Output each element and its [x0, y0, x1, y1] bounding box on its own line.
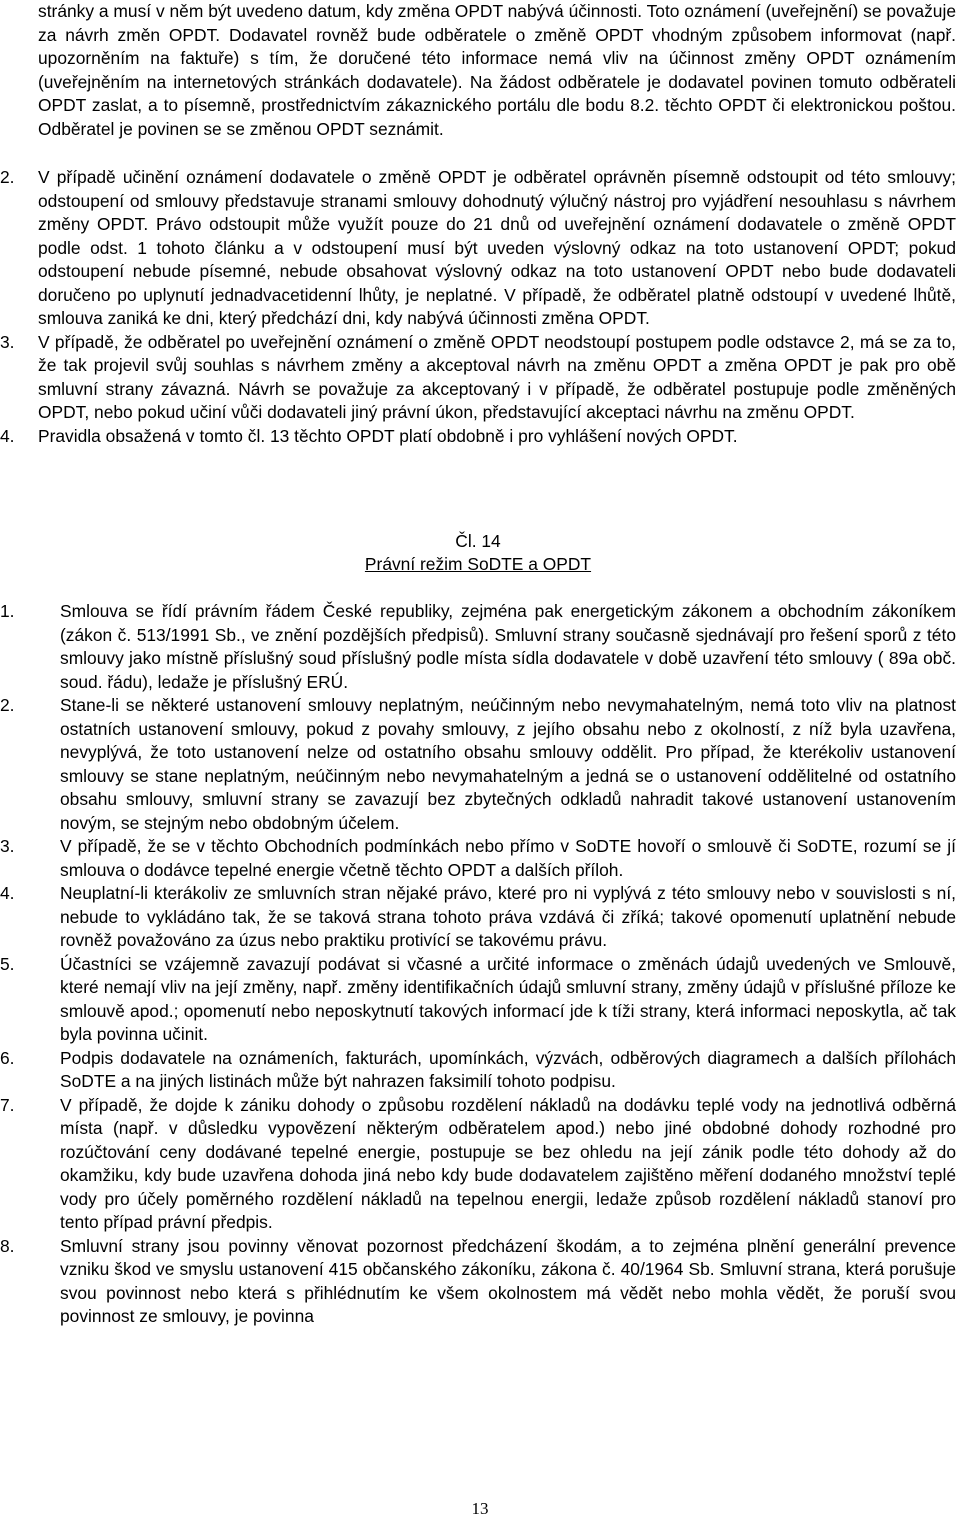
- item-text: Stane-li se některé ustanovení smlouvy neplatným, neúčinným nebo nevymahatelným, nemá toto vliv na platnost ostatních ustanovení smlouvy, pokud z povahy smlouvy, z jejího obsahu nebo z okolností, z níž byla uzavřena, nevyplývá, že toto ustanovení nelze od ostatního obsahu smlouvy oddělit. Pro případ, že kterékoliv ustanovení smlouvy se stane neplatným, neúčinným nebo nevymahatelným a jedná se o ustanovení oddělitelné od ostatního obsahu smlouvy, smluvní strany se zavazují bez zbytečných odkladů nahradit takové ustanovení ustanovením novým, se stejným nebo obdobným účelem.: [60, 695, 956, 833]
- item-number: 4.: [0, 425, 15, 446]
- continuation-paragraph: stránky a musí v něm být uvedeno datum, kdy změna OPDT nabývá účinnosti. Toto oznámení (uveřejnění) se považuje za návrh změn OPDT. Dodavatel rovněž bude odběratele o změně OPDT vhodným způsobem informovat (např. upozorněním na faktuře) s tím, že doručené této informace nemá vliv na účinnost změny OPDT oznámením (uveřejněním na internetových stránkách dodavatele). Na žádost odběratele je dodavatel povinen tomuto odběrateli OPDT zaslat, a to písemně, prostřednictvím zákaznického portálu dle bodu 8.2. těchto OPDT či elektronickou poštou. Odběratel je povinen se se změnou OPDT seznámit.: [38, 1, 956, 139]
- item-text: Podpis dodavatele na oznámeních, fakturách, upomínkách, výzvách, odběrových diagramech a dalších přílohách SoDTE a na jiných listinách může být nahrazen faksimilí tohoto podpisu.: [60, 1047, 956, 1091]
- item-number: 6.: [0, 1047, 15, 1068]
- item-text: Smlouva se řídí právním řádem České republiky, zejména pak energetickým zákonem a obchodním zákoníkem (zákon č. 513/1991 Sb., ve znění pozdějších předpisů). Smluvní strany současně sjednávají pro řešení sporů z této smlouvy jako místně příslušný soud příslušný podle místa sídla dodavatele v době uzavření této smlouvy ( 89a obč. soud. řádu), ledaže je příslušný ERÚ.: [60, 601, 956, 692]
- item-text: V případě, že dojde k zániku dohody o způsobu rozdělení nákladů na dodávku teplé vody na jednotlivá odběrná místa (např. v důsledku vypovězení některým odběratelem apod.) nebo jiné obdobné dohody rozhodné pro rozúčtování ceny dodávané tepelné energie, postupuje se bez ohledu na její zánik podle této dohody až do okamžiku, kdy bude uzavřena dohoda jiná nebo kdy bude dodavatelem zajištěno měření dodaného množství teplé vody pro účely poměrného rozdělení nákladů na tepelnou energii, ledaže způsob rozdělení nákladů stanoví pro tento případ právní předpis.: [60, 1094, 956, 1232]
- item-text: Smluvní strany jsou povinny věnovat pozornost předcházení škodám, a to zejména plnění generální prevence vzniku škod ve smyslu ustanovení 415 občanského zákoníku, zákona č. 40/1964 Sb. Smluvní strana, která porušuje svou povinnost nebo která s přihlédnutím ke všem okolnostem má vědět nebo mohla vědět, že poruší svou povinnost ze smlouvy, je povinna: [60, 1235, 956, 1326]
- page-number: 13: [471, 1499, 489, 1518]
- list-item: [0, 835, 956, 882]
- item-text: Účastníci se vzájemně zavazují podávat si včasné a určité informace o změnách údajů uvedených ve Smlouvě, které nemají vliv na její změny, např. změny identifikačních údajů smluvní strany, změny údajů v příslušné příloze ke smlouvě apod.; opomenutí nebo neposkytnutí takových informací jde k tíži strany, která informaci neposkytla, ač tak byla povinna učinit.: [60, 953, 956, 1044]
- item-text: V případě učinění oznámení dodavatele o změně OPDT je odběratel oprávněn písemně odstoupit od této smlouvy; odstoupení od smlouvy představuje stranami smlouvy dohodnutý výlučný nástroj pro vyjádření nesouhlasu s návrhem změny OPDT. Právo odstoupit může využít pouze do 21 dnů od uveřejnění oznámení dodavatele o změně OPDT podle odst. 1 tohoto článku a v odstoupení musí být uveden výslovný odkaz na toto ustanovení OPDT; pokud odstoupení nebude písemné, nebude obsahovat výslovný odkaz na toto ustanovení OPDT nebo bude dodavateli doručeno po uplynutí jednadvacetidenní lhůty, je neplatné. V případě, že odběratel platně odstoupí v uvedené lhůtě, smlouva zaniká ke dni, který předchází dni, kdy nabývá účinnosti změna OPDT.: [38, 167, 956, 328]
- list-item: [0, 1094, 956, 1235]
- list-item: [0, 953, 956, 1047]
- item-text: V případě, že odběratel po uveřejnění oznámení o změně OPDT neodstoupí postupem podle odstavce 2, má se za to, že tak projevil svůj souhlas s návrhem změny a akceptoval návrh na změnu OPDT a změna OPDT je pak pro obě smluvní strany závazná. Návrh se považuje za akceptovaný i v případě, že odběratel postupuje podle změněných OPDT, nebo pokud učiní vůči dodavateli jiný právní úkon, představující akceptaci návrhu na změnu OPDT.: [38, 331, 956, 422]
- item-text: Neuplatní-li kterákoliv ze smluvních stran nějaké právo, které pro ni vyplývá z této smlouvy nebo v souvislosti s ní, nebude to vykládáno tak, že se taková strana tohoto práva vzdává či zříká; takové opomenutí uplatnění nebude rovněž považováno za úzus nebo praktiku protivící se takovému právu.: [60, 883, 956, 950]
- item-number: 2.: [0, 167, 15, 187]
- list-item: [0, 425, 956, 449]
- list-item: [0, 331, 956, 425]
- item-number: 2.: [0, 695, 15, 715]
- item-number: 5.: [0, 953, 15, 974]
- list-item: [0, 1047, 956, 1094]
- chapter-title: Právní režim SoDTE a OPDT: [364, 554, 592, 574]
- list-item: [0, 694, 956, 835]
- chapter-number: Čl. 14: [455, 531, 501, 551]
- item-number: 3.: [0, 331, 15, 352]
- item-text: V případě, že se v těchto Obchodních podmínkách nebo přímo v SoDTE hovoří o smlouvě či SoDTE, rozumí se jí smlouva o dodávce tepelné energie včetně těchto OPDT a dalších příloh.: [60, 836, 956, 880]
- list-item: [0, 166, 956, 331]
- item-number: 1.: [0, 601, 15, 621]
- item-text: Pravidla obsažená v tomto čl. 13 těchto OPDT platí obdobně i pro vyhlášení nových OPDT.: [38, 425, 738, 446]
- article-13-list: [0, 166, 956, 448]
- list-item: [0, 1235, 956, 1329]
- list-item: [0, 600, 956, 694]
- item-number: 7.: [0, 1094, 15, 1115]
- article-14-list: [0, 600, 956, 1329]
- list-item: [0, 882, 956, 953]
- item-number: 3.: [0, 836, 15, 856]
- item-number: 8.: [0, 1235, 15, 1256]
- item-number: 4.: [0, 883, 15, 903]
